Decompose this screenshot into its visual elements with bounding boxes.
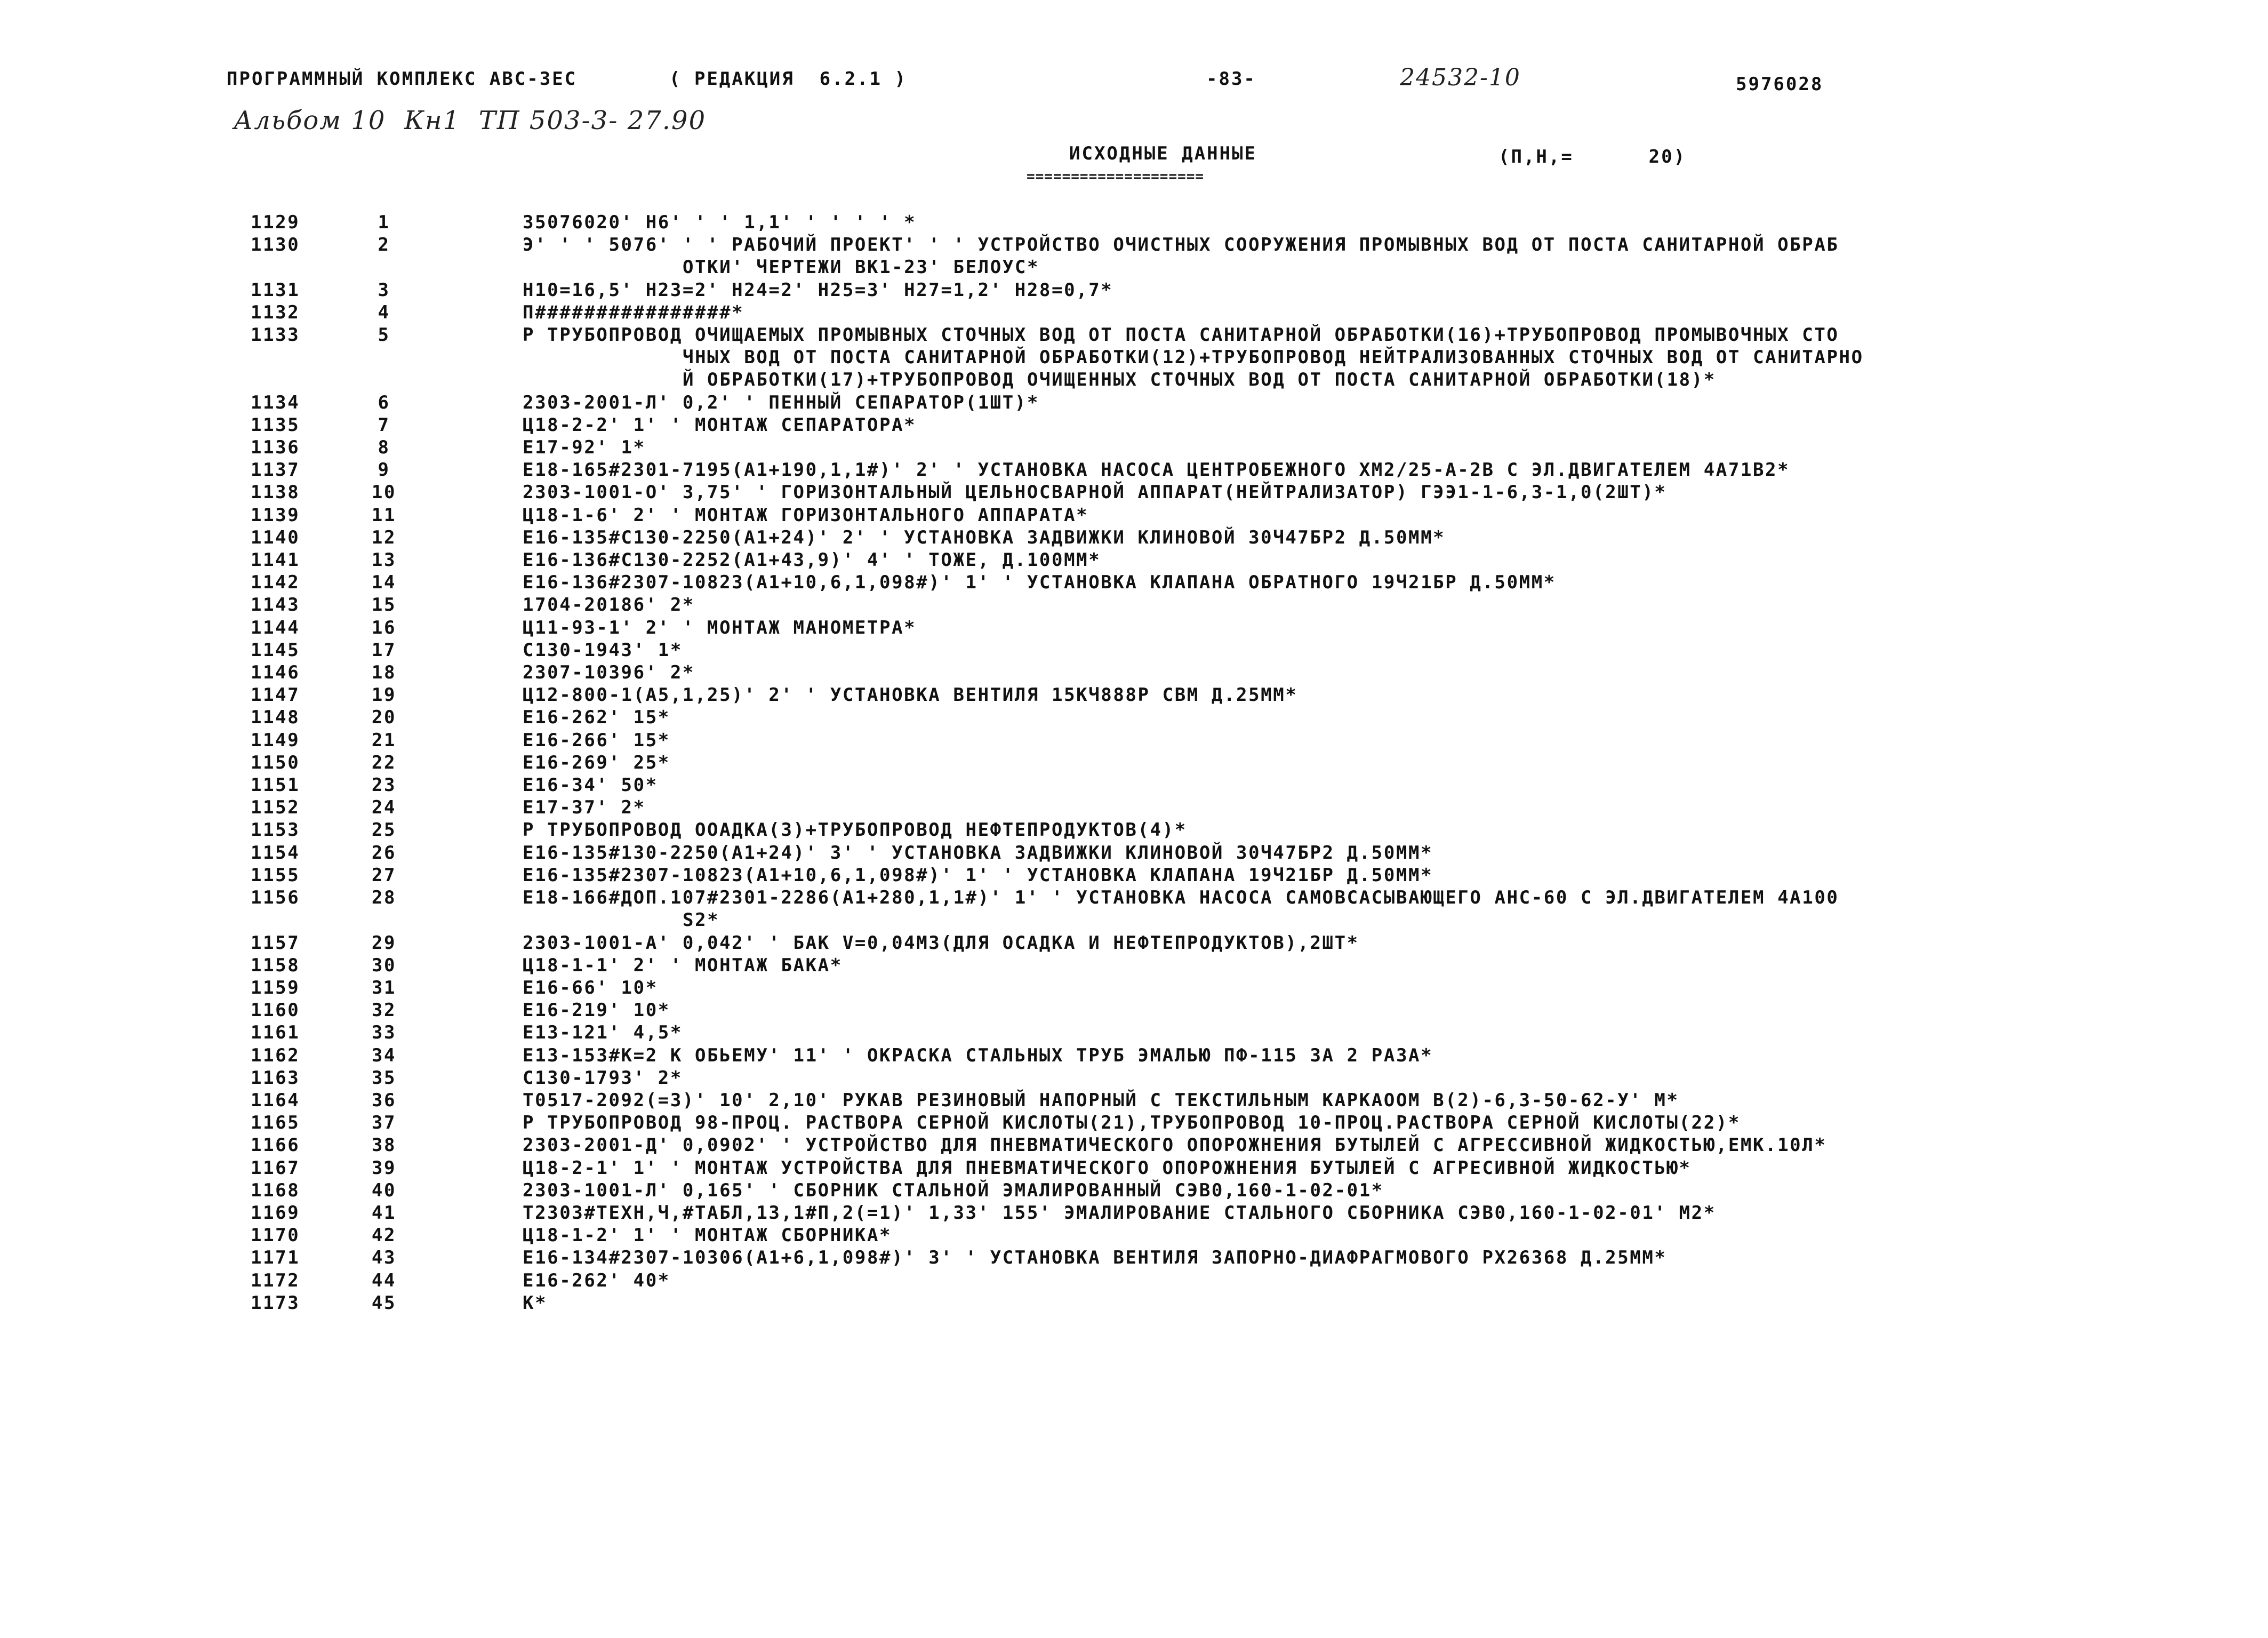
row-index: 41	[371, 1202, 397, 1224]
row-text-line: Е16-262' 15*	[523, 707, 670, 729]
row-index: 32	[371, 1000, 397, 1021]
data-row	[251, 1247, 2234, 1269]
row-line-number: 1165	[251, 1112, 300, 1134]
row-text-line: Е16-34' 50*	[523, 774, 658, 796]
row-text-line: Е18-165#2301-7195(А1+190,1,1#)' 2' ' УСТАНОВКА НАСОСА ЦЕНТРОБЕЖНОГО ХМ2/25-А-2В С ЭЛ.ДВИГАТЕЛЕМ 4А71В2*	[523, 459, 1790, 481]
data-row	[251, 526, 2234, 549]
row-text	[523, 774, 2234, 796]
row-line-number: 1170	[251, 1225, 300, 1247]
row-text-line: Ц18-1-1' 2' ' МОНТАЖ БАКА*	[523, 954, 843, 976]
data-row	[251, 414, 2234, 436]
section-title: ИСХОДНЫЕ ДАННЫЕ	[1069, 143, 1257, 164]
row-line-number: 1172	[251, 1269, 300, 1291]
row-text-line: Е16-269' 25*	[523, 752, 670, 773]
row-line-number: 1148	[251, 707, 300, 729]
row-index: 44	[371, 1269, 397, 1291]
row-text-line: 2303-1001-Л' 0,165' ' СБОРНИК СТАЛЬНОЙ ЭМАЛИРОВАННЫЙ СЭВ0,160-1-02-01*	[523, 1179, 1384, 1201]
row-index: 1	[378, 212, 390, 233]
row-line-number: 1161	[251, 1022, 300, 1044]
row-text-line: Е16-135#130-2250(А1+24)' 3' ' УСТАНОВКА ЗАДВИЖКИ КЛИНОВОЙ 30Ч47БР2 Д.50ММ*	[523, 842, 1433, 864]
row-line-number: 1168	[251, 1179, 300, 1201]
row-index: 43	[371, 1247, 397, 1269]
row-line-number: 1167	[251, 1157, 300, 1179]
data-row	[251, 977, 2234, 999]
row-index: 22	[371, 752, 397, 773]
data-row	[251, 324, 2234, 391]
data-row	[251, 234, 2234, 278]
row-text	[523, 796, 2234, 819]
row-index: 17	[371, 639, 397, 661]
data-row	[251, 706, 2234, 729]
row-index: 33	[371, 1022, 397, 1044]
row-text-line: Р ТРУБОПРОВОД ООАДКА(3)+ТРУБОПРОВОД НЕФТЕПРОДУКТОВ(4)*	[523, 819, 1187, 841]
row-line-number: 1160	[251, 1000, 300, 1021]
row-index: 19	[371, 684, 397, 706]
row-text	[523, 549, 2234, 571]
row-text	[523, 639, 2234, 661]
data-row	[251, 639, 2234, 661]
row-line-number: 1152	[251, 797, 300, 819]
row-text-line: Ц18-2-2' 1' ' МОНТАЖ СЕПАРАТОРА*	[523, 414, 917, 436]
row-index: 6	[378, 391, 390, 413]
row-index: 28	[371, 887, 397, 909]
row-text	[523, 301, 2234, 324]
row-index: 26	[371, 842, 397, 864]
row-index: 45	[371, 1292, 397, 1314]
row-text-line: Р ТРУБОПРОВОД 98-ПРОЦ. РАСТВОРА СЕРНОЙ КИСЛОТЫ(21),ТРУБОПРОВОД 10-ПРОЦ.РАСТВОРА СЕРНОЙ КИСЛОТЫ(22)*	[523, 1112, 1741, 1134]
row-line-number: 1143	[251, 594, 300, 616]
data-row	[251, 1067, 2234, 1089]
row-text	[523, 391, 2234, 414]
row-index: 10	[371, 482, 397, 504]
album-note: Альбом 10 Кн1 ТП 503-3- 27.90	[234, 106, 707, 135]
data-row	[251, 1044, 2234, 1067]
row-text-line: Е13-153#К=2 К ОБЬЕМУ' 11' ' ОКРАСКА СТАЛЬНЫХ ТРУБ ЭМАЛЬЮ ПФ-115 ЗА 2 РАЗА*	[523, 1044, 1433, 1066]
data-row	[251, 549, 2234, 571]
row-line-number: 1163	[251, 1067, 300, 1089]
row-index: 23	[371, 774, 397, 796]
row-line-number: 1157	[251, 932, 300, 954]
row-line-number: 1166	[251, 1134, 300, 1156]
row-index: 5	[378, 324, 390, 346]
row-text	[523, 1044, 2234, 1067]
row-line-number: 1139	[251, 504, 300, 526]
row-index: 15	[371, 594, 397, 616]
row-index: 8	[378, 437, 390, 459]
row-line-number: 1140	[251, 526, 300, 548]
row-line-number: 1150	[251, 752, 300, 773]
data-row	[251, 1179, 2234, 1202]
row-text	[523, 1112, 2234, 1134]
data-row	[251, 1292, 2234, 1314]
row-line-number: 1153	[251, 819, 300, 841]
row-index: 29	[371, 932, 397, 954]
data-row	[251, 617, 2234, 639]
row-text-continuation: Й ОБРАБОТКИ(17)+ТРУБОПРОВОД ОЧИЩЕННЫХ СТОЧНЫХ ВОД ОТ ПОСТА САНИТАРНОЙ ОБРАБОТКИ(18)*	[683, 369, 1716, 391]
row-line-number: 1171	[251, 1247, 300, 1269]
row-text	[523, 1021, 2234, 1044]
row-line-number: 1142	[251, 572, 300, 594]
row-index: 20	[371, 707, 397, 729]
row-text-line: К*	[523, 1292, 548, 1314]
row-line-number: 1156	[251, 887, 300, 909]
row-text-line: Ц12-800-1(А5,1,25)' 2' ' УСТАНОВКА ВЕНТИЛЯ 15КЧ888Р СВМ Д.25ММ*	[523, 684, 1298, 706]
data-row	[251, 1269, 2234, 1292]
row-text-line: Э' ' ' 5076' ' ' РАБОЧИЙ ПРОЕКТ' ' ' УСТРОЙСТВО ОЧИСТНЫХ СООРУЖЕНИЯ ПРОМЫВНЫХ ВОД ОТ ПОСТА САНИТАРНОЙ ОБРАБ	[523, 234, 1839, 256]
row-line-number: 1158	[251, 954, 300, 976]
row-text	[523, 752, 2234, 774]
row-line-number: 1145	[251, 639, 300, 661]
data-row	[251, 999, 2234, 1021]
row-line-number: 1173	[251, 1292, 300, 1314]
row-index: 38	[371, 1134, 397, 1156]
row-index: 18	[371, 662, 397, 684]
row-line-number: 1135	[251, 414, 300, 436]
row-text-line: С130-1793' 2*	[523, 1067, 683, 1089]
row-text-line: 35076020' Н6' ' ' 1,1' ' ' ' ' *	[523, 212, 917, 233]
data-row	[251, 1224, 2234, 1247]
row-text-line: Ц11-93-1' 2' ' МОНТАЖ МАНОМЕТРА*	[523, 617, 917, 638]
data-row	[251, 594, 2234, 616]
page-number: -83-	[1206, 68, 1256, 90]
row-line-number: 1146	[251, 662, 300, 684]
row-text-line: 2303-1001-О' 3,75' ' ГОРИЗОНТАЛЬНЫЙ ЦЕЛЬНОСВАРНОЙ АППАРАТ(НЕЙТРАЛИЗАТОР) ГЭЭ1-1-6,3-1,0(2ШТ)*	[523, 482, 1667, 504]
row-text-line: 2307-10396' 2*	[523, 662, 695, 684]
row-text	[523, 819, 2234, 841]
data-row	[251, 819, 2234, 841]
row-index: 37	[371, 1112, 397, 1134]
row-text	[523, 526, 2234, 549]
row-text-continuation: ОТКИ' ЧЕРТЕЖИ ВК1-23' БЕЛОУС*	[683, 257, 1040, 278]
row-text	[523, 594, 2234, 616]
row-text-line: 2303-1001-А' 0,042' ' БАК V=0,04М3(ДЛЯ ОСАДКА И НЕФТЕПРОДУКТОВ),2ШТ*	[523, 932, 1359, 954]
row-index: 31	[371, 977, 397, 998]
row-text-line: Е17-37' 2*	[523, 797, 646, 819]
data-row	[251, 301, 2234, 324]
row-index: 12	[371, 526, 397, 548]
row-line-number: 1138	[251, 482, 300, 504]
row-text	[523, 1292, 2234, 1314]
row-index: 7	[378, 414, 390, 436]
data-row	[251, 1202, 2234, 1224]
data-row	[251, 1157, 2234, 1179]
row-line-number: 1131	[251, 279, 300, 301]
row-line-number: 1133	[251, 324, 300, 346]
row-text-line: Е18-166#ДОП.107#2301-2286(А1+280,1,1#)' 1' ' УСТАНОВКА НАСОСА САМОВСАСЫВАЮЩЕГО АНС-60 С ЭЛ.ДВИГАТЕЛЕМ 4А100	[523, 887, 1839, 909]
row-text-line: Р ТРУБОПРОВОД ОЧИЩАЕМЫХ ПРОМЫВНЫХ СТОЧНЫХ ВОД ОТ ПОСТА САНИТАРНОЙ ОБРАБОТКИ(16)+ТРУБОПРОВОД ПРОМЫВОЧНЫХ СТО	[523, 324, 1839, 346]
data-row	[251, 842, 2234, 864]
section-underline: ====================	[1027, 169, 1205, 185]
row-index: 30	[371, 954, 397, 976]
row-line-number: 1129	[251, 212, 300, 233]
row-line-number: 1151	[251, 774, 300, 796]
row-index: 2	[378, 234, 390, 256]
row-text	[523, 1134, 2234, 1156]
row-text	[523, 571, 2234, 594]
row-text	[523, 436, 2234, 459]
data-row	[251, 504, 2234, 526]
row-index: 36	[371, 1089, 397, 1111]
row-text	[523, 617, 2234, 639]
doc-code: 24532-10	[1400, 64, 1521, 91]
row-text	[523, 729, 2234, 752]
row-index: 40	[371, 1179, 397, 1201]
row-index: 21	[371, 729, 397, 751]
row-text	[523, 1067, 2234, 1089]
row-text-continuation: S2*	[683, 909, 720, 931]
data-row	[251, 1134, 2234, 1156]
row-text	[523, 1269, 2234, 1292]
row-index: 13	[371, 549, 397, 571]
data-row	[251, 864, 2234, 886]
row-index: 34	[371, 1044, 397, 1066]
data-row	[251, 774, 2234, 796]
row-line-number: 1159	[251, 977, 300, 998]
row-text-line: Е16-136#2307-10823(А1+10,6,1,098#)' 1' ' УСТАНОВКА КЛАПАНА ОБРАТНОГО 19Ч21БР Д.50ММ*	[523, 572, 1556, 594]
row-text-line: Ц18-2-1' 1' ' МОНТАЖ УСТРОЙСТВА ДЛЯ ПНЕВМАТИЧЕСКОГО ОПОРОЖНЕНИЯ БУТЫЛЕЙ С АГРЕСИВНОЙ ЖИДКОСТЬЮ*	[523, 1157, 1692, 1179]
row-line-number: 1137	[251, 459, 300, 481]
row-line-number: 1144	[251, 617, 300, 638]
row-text-line: Е16-134#2307-10306(А1+6,1,098#)' 3' ' УСТАНОВКА ВЕНТИЛЯ ЗАПОРНО-ДИАФРАГМОВОГО РХ26368 Д.25ММ*	[523, 1247, 1667, 1269]
data-row	[251, 279, 2234, 301]
row-text	[523, 1157, 2234, 1179]
row-line-number: 1132	[251, 301, 300, 323]
row-text	[523, 999, 2234, 1021]
row-text-continuation: ЧНЫХ ВОД ОТ ПОСТА САНИТАРНОЙ ОБРАБОТКИ(12)+ТРУБОПРОВОД НЕЙТРАЛИЗОВАННЫХ СТОЧНЫХ ВОД ОТ САНИТАРНО	[683, 347, 1864, 369]
row-text-line: Е16-262' 40*	[523, 1269, 670, 1291]
row-text-line: 2303-2001-Л' 0,2' ' ПЕННЫЙ СЕПАРАТОР(1ШТ)*	[523, 391, 1039, 413]
data-row	[251, 1112, 2234, 1134]
row-line-number: 1164	[251, 1089, 300, 1111]
row-text	[523, 414, 2234, 436]
row-line-number: 1147	[251, 684, 300, 706]
row-index: 42	[371, 1225, 397, 1247]
row-text	[523, 661, 2234, 684]
data-row	[251, 886, 2234, 931]
row-index: 9	[378, 459, 390, 481]
data-row	[251, 481, 2234, 504]
row-line-number: 1141	[251, 549, 300, 571]
row-text	[523, 684, 2234, 706]
row-text	[523, 481, 2234, 504]
row-text	[523, 886, 2234, 931]
row-text-line: С130-1943' 1*	[523, 639, 683, 661]
row-text	[523, 504, 2234, 526]
data-row	[251, 1021, 2234, 1044]
row-index: 27	[371, 864, 397, 886]
row-line-number: 1136	[251, 437, 300, 459]
row-text	[523, 932, 2234, 954]
row-text	[523, 842, 2234, 864]
row-index: 11	[371, 504, 397, 526]
row-text-line: Н10=16,5' Н23=2' Н24=2' Н25=3' Н27=1,2' Н28=0,7*	[523, 279, 1113, 301]
data-row	[251, 752, 2234, 774]
row-text	[523, 706, 2234, 729]
row-text	[523, 954, 2234, 977]
row-text-line: Е17-92' 1*	[523, 437, 646, 459]
data-row	[251, 684, 2234, 706]
data-row	[251, 954, 2234, 977]
data-row	[251, 211, 2234, 234]
row-index: 39	[371, 1157, 397, 1179]
data-rows	[251, 211, 2234, 1314]
doc-number: 5976028	[1736, 74, 1824, 95]
section-ref: (П,Н,= 20)	[1498, 146, 1687, 167]
row-text-line: 2303-2001-Д' 0,0902' ' УСТРОЙСТВО ДЛЯ ПНЕВМАТИЧЕСКОГО ОПОРОЖНЕНИЯ БУТЫЛЕЙ С АГРЕССИВНОЙ ЖИДКОСТЬЮ,ЕМК.10Л*	[523, 1134, 1827, 1156]
row-line-number: 1149	[251, 729, 300, 751]
row-text-line: Т2303#ТЕХН,Ч,#ТАБЛ,13,1#П,2(=1)' 1,33' 155' ЭМАЛИРОВАНИЕ СТАЛЬНОГО СБОРНИКА СЭВ0,160-1-02-01' М2*	[523, 1202, 1716, 1224]
row-text-line: Е16-219' 10*	[523, 1000, 670, 1021]
row-text	[523, 1179, 2234, 1202]
row-text-line: П################*	[523, 301, 744, 323]
row-line-number: 1155	[251, 864, 300, 886]
edition-label: ( РЕДАКЦИЯ 6.2.1 )	[669, 68, 907, 90]
row-line-number: 1162	[251, 1044, 300, 1066]
row-index: 3	[378, 279, 390, 301]
row-text-line: Е16-135#2307-10823(А1+10,6,1,098#)' 1' ' УСТАНОВКА КЛАПАНА 19Ч21БР Д.50ММ*	[523, 864, 1433, 886]
row-text	[523, 1224, 2234, 1247]
row-text-line: Е16-136#С130-2252(А1+43,9)' 4' ' ТОЖЕ, Д.100ММ*	[523, 549, 1101, 571]
row-text	[523, 279, 2234, 301]
row-line-number: 1169	[251, 1202, 300, 1224]
row-line-number: 1154	[251, 842, 300, 864]
row-index: 16	[371, 617, 397, 638]
row-index: 35	[371, 1067, 397, 1089]
row-index: 25	[371, 819, 397, 841]
data-row	[251, 436, 2234, 459]
row-index: 4	[378, 301, 390, 323]
row-text	[523, 1202, 2234, 1224]
row-text	[523, 459, 2234, 481]
row-text-line: 1704-20186' 2*	[523, 594, 695, 616]
row-text	[523, 234, 2234, 278]
row-text	[523, 324, 2234, 391]
row-text	[523, 1247, 2234, 1269]
program-title: ПРОГРАММНЫЙ КОМПЛЕКС АВС-3ЕС	[227, 68, 578, 90]
row-line-number: 1134	[251, 391, 300, 413]
row-index: 24	[371, 797, 397, 819]
row-text-line: Е16-66' 10*	[523, 977, 658, 998]
data-row	[251, 459, 2234, 481]
data-row	[251, 729, 2234, 752]
row-text-line: Е16-266' 15*	[523, 729, 670, 751]
data-row	[251, 391, 2234, 414]
row-text	[523, 1089, 2234, 1112]
row-text-line: Е16-135#С130-2250(А1+24)' 2' ' УСТАНОВКА ЗАДВИЖКИ КЛИНОВОЙ 30Ч47БР2 Д.50ММ*	[523, 526, 1446, 548]
row-text	[523, 977, 2234, 999]
row-text	[523, 211, 2234, 234]
row-text	[523, 864, 2234, 886]
row-text-line: Ц18-1-2' 1' ' МОНТАЖ СБОРНИКА*	[523, 1225, 892, 1247]
row-line-number: 1130	[251, 234, 300, 256]
data-row	[251, 661, 2234, 684]
data-row	[251, 932, 2234, 954]
row-text-line: Ц18-1-6' 2' ' МОНТАЖ ГОРИЗОНТАЛЬНОГО АППАРАТА*	[523, 504, 1089, 526]
data-row	[251, 1089, 2234, 1112]
row-text-line: Е13-121' 4,5*	[523, 1022, 683, 1044]
row-index: 14	[371, 572, 397, 594]
data-row	[251, 796, 2234, 819]
row-text-line: Т0517-2092(=3)' 10' 2,10' РУКАВ РЕЗИНОВЫЙ НАПОРНЫЙ С ТЕКСТИЛЬНЫМ КАРКАООМ В(2)-6,3-50-62-У' М*	[523, 1089, 1679, 1111]
data-row	[251, 571, 2234, 594]
